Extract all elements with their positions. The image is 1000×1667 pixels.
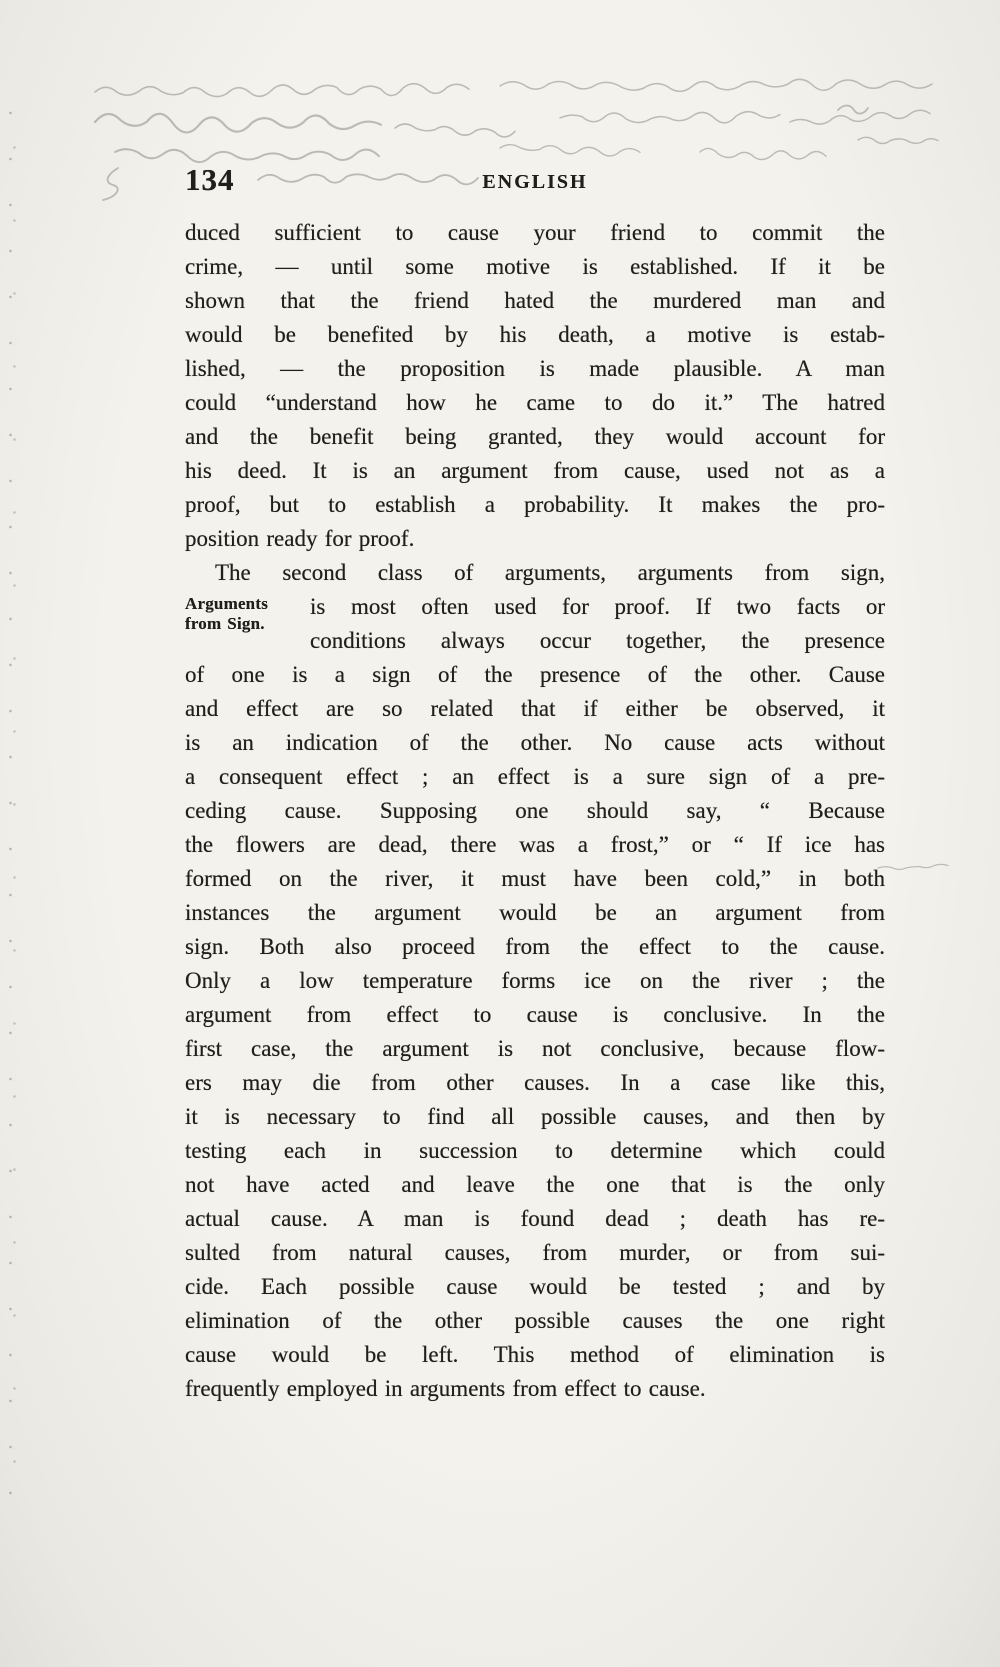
text-line: his deed. It is an argument from cause, used not as a (185, 458, 885, 483)
text-line: of one is a sign of the presence of the other. Cause (185, 662, 885, 687)
text-line: is most often used for proof. If two facts or (310, 594, 885, 619)
text-line: sulted from natural causes, from murder, or from sui- (185, 1240, 885, 1265)
text-line: proof, but to establish a probability. It makes the pro- (185, 492, 885, 517)
text-line: position ready for proof. (185, 526, 415, 551)
text-line: elimination of the other possible causes the one right (185, 1308, 885, 1333)
text-line: not have acted and leave the one that is the only (185, 1172, 885, 1197)
text-line: duced sufficient to cause your friend to commit the (185, 220, 885, 245)
sidenote-line-2: from Sign. (185, 614, 265, 633)
pencil-stroke (115, 149, 379, 162)
marginal-sidenote (185, 594, 303, 634)
text-line: frequently employed in arguments from effect to cause. (185, 1376, 706, 1401)
text-line: first case, the argument is not conclusive, because flow- (185, 1036, 885, 1061)
pencil-stroke (858, 137, 938, 143)
text-line: ceding cause. Supposing one should say, “ Because (185, 798, 885, 823)
text-line: could “understand how he came to do it.” The hatred (185, 390, 885, 415)
paragraph-arguments-from-sign (185, 556, 885, 1406)
text-line: ers may die from other causes. In a case like this, (185, 1070, 885, 1095)
pencil-stroke (838, 106, 868, 114)
text-line: cause would be left. This method of elimination is (185, 1342, 885, 1367)
text-line: sign. Both also proceed from the effect to the cause. (185, 934, 885, 959)
pencil-stroke (560, 112, 780, 123)
text-line: a consequent effect ; an effect is a sure sign of a pre- (185, 764, 885, 789)
text-line: cide. Each possible cause would be tested ; and by (185, 1274, 885, 1299)
text-line: and the benefit being granted, they would account for (185, 424, 885, 449)
pencil-stroke (395, 124, 515, 137)
text-line: conditions always occur together, the presence (310, 628, 885, 653)
text-line: is an indication of the other. No cause acts without (185, 730, 885, 755)
text-line: it is necessary to find all possible causes, and then by (185, 1104, 885, 1129)
running-header: ENGLISH (482, 171, 588, 193)
pencil-stroke (790, 110, 930, 124)
pencil-stroke (700, 148, 826, 159)
text-line: formed on the river, it must have been cold,” in both (185, 866, 885, 891)
pencil-stroke (500, 79, 932, 91)
text-line: The second class of arguments, arguments from sign, (215, 560, 885, 585)
text-line: would be benefited by his death, a motive is estab- (185, 322, 885, 347)
sidenote-line-1: Arguments (185, 594, 269, 613)
text-line: testing each in succession to determine which could (185, 1138, 885, 1163)
text-line: and effect are so related that if either be observed, it (185, 696, 885, 721)
pencil-stroke (95, 114, 381, 133)
page-number: 134 (185, 162, 235, 197)
scan-artifact-marks (7, 90, 17, 1510)
pencil-stroke (103, 168, 118, 200)
text-line: crime, — until some motive is established. If it be (185, 254, 885, 279)
text-line: shown that the friend hated the murdered man and (185, 288, 885, 313)
text-line: Only a low temperature forms ice on the river ; the (185, 968, 885, 993)
text-line: lished, — the proposition is made plausible. A man (185, 356, 885, 381)
pencil-stroke (95, 84, 469, 97)
text-block (185, 216, 885, 1406)
pencil-stroke (500, 145, 640, 156)
text-line: the flowers are dead, there was a frost,” or “ If ice has (185, 832, 885, 857)
text-line: actual cause. A man is found dead ; death has re- (185, 1206, 885, 1231)
text-line: argument from effect to cause is conclusive. In the (185, 1002, 885, 1027)
paragraph-continuation (185, 216, 885, 556)
pencil-stroke (878, 864, 948, 869)
text-line: instances the argument would be an argument from (185, 900, 885, 925)
